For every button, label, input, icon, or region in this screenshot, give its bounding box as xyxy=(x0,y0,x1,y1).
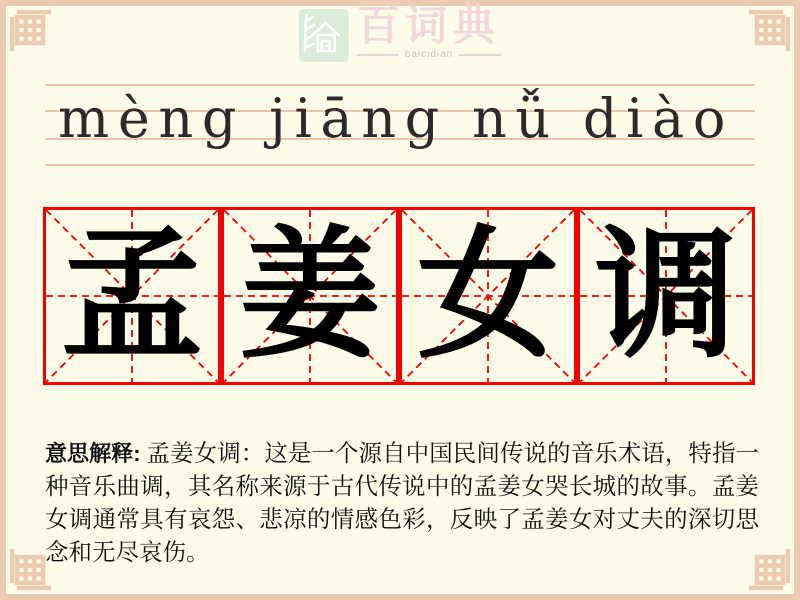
explanation-text: 孟姜女调：这是一个源自中国民间传说的音乐术语，特指一种音乐曲调，其名称来源于古代传说中的孟姜女哭长城的故事。孟姜女调通常具有哀怨、悲凉的情感色彩，反映了孟姜女对丈夫的深切思念和无尽哀伤。 xyxy=(45,441,760,566)
pinyin-syllable-2: jiāng xyxy=(269,87,448,150)
hanzi-character: 女 xyxy=(417,217,559,375)
subtitle-right-line xyxy=(459,54,501,56)
meaning-explanation xyxy=(45,437,759,570)
pinyin-syllable-3: nǚ xyxy=(471,87,559,150)
logo-title: 百词典 xyxy=(356,4,502,50)
corner-ornament-top-right xyxy=(749,5,795,51)
corner-ornament-top-left xyxy=(5,5,51,51)
baicidian-house-icon xyxy=(299,7,349,62)
character-grid-row xyxy=(43,207,755,385)
character-box-4 xyxy=(577,207,755,385)
character-box-1 xyxy=(43,207,221,385)
pinyin-syllable-1: mèng xyxy=(58,87,246,150)
character-box-3 xyxy=(399,207,577,385)
pinyin-row xyxy=(58,87,734,150)
baicidian-logo[interactable] xyxy=(299,4,502,62)
pinyin-rule-line-1 xyxy=(45,84,755,86)
hanzi-character: 姜 xyxy=(239,217,381,375)
hanzi-character: 调 xyxy=(595,217,737,375)
pinyin-syllable-4: diào xyxy=(582,87,734,150)
character-box-2 xyxy=(221,207,399,385)
pinyin-rule-line-4 xyxy=(45,164,755,166)
hanzi-character: 孟 xyxy=(61,217,203,375)
logo-subtitle: baicidian xyxy=(404,49,454,60)
explanation-label: 意思解释: xyxy=(45,441,141,466)
subtitle-left-line xyxy=(357,54,399,56)
